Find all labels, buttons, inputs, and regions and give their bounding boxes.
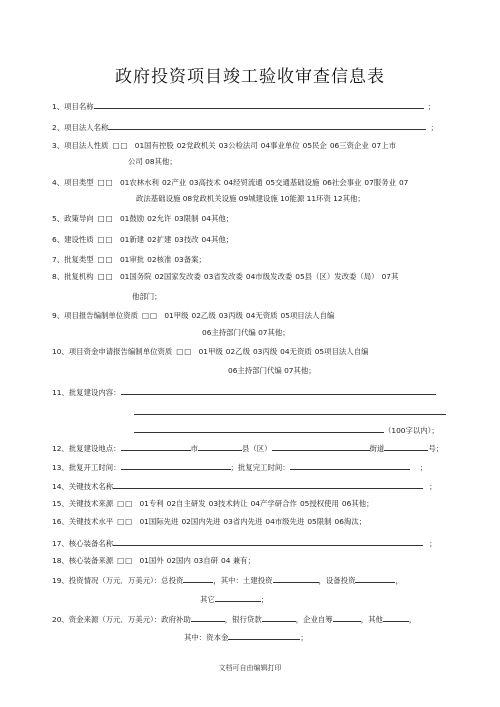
number-label: 号； xyxy=(428,444,444,453)
code-boxes[interactable]: □□ xyxy=(97,235,114,244)
option: 04事业单位 xyxy=(260,141,300,150)
option: 03省内先进 xyxy=(223,517,263,526)
field-approved-dates xyxy=(52,461,427,473)
field-label: 18、核心装备来源 xyxy=(52,556,114,565)
city-label: 市 xyxy=(190,444,198,453)
field-end: ， xyxy=(395,576,403,585)
option: 05项目法人自编 xyxy=(314,347,369,356)
equipment-investment-label: ，设备投资 xyxy=(318,576,356,585)
field-report-preparer-qualification xyxy=(52,311,337,321)
option: 02国内先进 xyxy=(181,517,221,526)
field-end: ； xyxy=(419,463,428,472)
field-label: 4、项目类型 xyxy=(52,178,94,187)
option: 06三资企业 xyxy=(329,141,369,150)
option: 07 xyxy=(398,178,409,187)
legal-entity-name-input[interactable] xyxy=(108,121,426,130)
core-equipment-name-input[interactable] xyxy=(113,537,423,546)
option: 04无资质 xyxy=(280,347,312,356)
option-continuation: 政法基础设施 08党政机关设施 09城建设施 10能源 11环资 12其他； xyxy=(136,194,365,203)
code-boxes[interactable]: □□ xyxy=(112,141,129,150)
option: 04产学研合作 xyxy=(250,499,297,508)
capital-label: 其中：资本金 xyxy=(184,633,229,642)
field-fund-source xyxy=(52,613,416,625)
city-input[interactable] xyxy=(121,442,191,451)
field-label: 1、项目名称 xyxy=(52,102,94,111)
option: 01国外 xyxy=(139,556,164,565)
key-tech-name-input[interactable] xyxy=(113,480,423,489)
field-end: ， xyxy=(408,615,417,624)
field-label: 10、项目资金申请报告编制单位资质 xyxy=(52,347,173,356)
fund-source-line-2 xyxy=(184,631,308,643)
total-investment-input[interactable] xyxy=(183,574,213,583)
option: 01审批 xyxy=(119,255,145,264)
option: 03技术转让 xyxy=(208,499,248,508)
option: 02国内 xyxy=(166,556,191,565)
option: 07上市 xyxy=(371,141,396,150)
code-boxes[interactable]: □□ xyxy=(97,272,114,281)
field-label: 12、批复建设地点： xyxy=(52,444,121,453)
bank-loan-input[interactable] xyxy=(262,613,296,622)
option: 01甲级 xyxy=(164,311,189,320)
field-investment xyxy=(52,574,403,586)
start-date-input[interactable] xyxy=(121,461,231,470)
footer-note: 文档可自由编辑打印 xyxy=(218,664,282,672)
government-subsidy-input[interactable] xyxy=(191,613,225,622)
field-label: 13、批复开工时间： xyxy=(52,463,121,472)
end-date-label: ；批复完工时间： xyxy=(230,463,290,472)
option: 05项目法人自编 xyxy=(280,311,335,320)
field-legal-entity-name xyxy=(52,121,438,133)
option: 06社会事业 xyxy=(322,178,362,187)
option: 03限制 xyxy=(174,214,199,223)
field-label: 20、资金来源（万元．万美元）：政府补助 xyxy=(52,615,191,624)
field-key-tech-level xyxy=(52,517,369,527)
option-continuation: 他部门； xyxy=(132,292,162,301)
field-end: ； xyxy=(429,539,437,548)
option: 03技改 xyxy=(174,235,199,244)
option: 04其他； xyxy=(201,235,234,244)
field-label: 17、核心装备名称 xyxy=(52,539,114,548)
street-input[interactable] xyxy=(272,442,370,451)
street-label: 街道 xyxy=(369,444,385,453)
option: 05限制 xyxy=(307,517,332,526)
field-approved-content xyxy=(52,386,436,398)
code-boxes[interactable]: □□ xyxy=(176,347,193,356)
other-fund-input[interactable] xyxy=(383,613,409,622)
field-key-tech-name xyxy=(52,480,437,492)
field-construction-nature xyxy=(52,235,236,245)
field-label: 6、建设性质 xyxy=(52,235,94,244)
field-label: 3、项目法人性质 xyxy=(52,141,109,150)
option: 01国务院 xyxy=(119,272,152,281)
option: 05授权使用 xyxy=(299,499,339,508)
option: 02国家发改委 xyxy=(154,272,201,281)
field-end: ； xyxy=(260,595,269,604)
option: 04市级先进 xyxy=(265,517,305,526)
civil-investment-label: ，其中：土建投资 xyxy=(213,576,273,585)
option-continuation: 06主持部门代编 07其他； xyxy=(228,366,316,375)
equipment-investment-input[interactable] xyxy=(355,574,395,583)
option: 02自主研发 xyxy=(166,499,206,508)
field-approval-type xyxy=(52,255,209,265)
county-input[interactable] xyxy=(198,442,242,451)
option: 01专利 xyxy=(139,499,164,508)
civil-investment-input[interactable] xyxy=(273,574,319,583)
field-core-equipment-name xyxy=(52,537,437,549)
code-boxes[interactable]: □□ xyxy=(97,214,114,223)
option: 04市级发改委 xyxy=(245,272,293,281)
field-core-equipment-source xyxy=(52,556,258,566)
end-date-input[interactable] xyxy=(290,461,410,470)
field-end: ； xyxy=(429,482,437,491)
self-raised-input[interactable] xyxy=(333,613,361,622)
field-label: 11、批复建设内容： xyxy=(52,388,121,397)
option: 05县（区）发改委（局） xyxy=(295,272,379,281)
other-fund-label: ，其他 xyxy=(360,615,383,624)
option: 02核准 xyxy=(147,255,172,264)
option: 03公检法司 xyxy=(218,141,258,150)
option: 01国际先进 xyxy=(139,517,179,526)
self-raised-label: ，企业自筹 xyxy=(295,615,333,624)
approved-content-line-2 xyxy=(134,406,446,418)
approved-content-input[interactable] xyxy=(134,406,446,415)
option: 01国有控股 xyxy=(134,141,174,150)
field-project-name xyxy=(52,100,435,112)
option: 04无资质 xyxy=(245,311,278,320)
option: 02党政机关 xyxy=(176,141,216,150)
option: 02乙级 xyxy=(225,347,250,356)
option: 07其 xyxy=(381,272,399,281)
option: 01甲级 xyxy=(198,347,223,356)
option: 07服务业 xyxy=(364,178,396,187)
field-label: 15、关键技术来源 xyxy=(52,499,114,508)
option: 03丙级 xyxy=(252,347,278,356)
option: 02产业 xyxy=(161,178,187,187)
option: 02允许 xyxy=(147,214,172,223)
field-key-tech-source xyxy=(52,499,377,509)
other-investment-input[interactable] xyxy=(215,593,261,602)
approved-content-line-3 xyxy=(134,424,439,436)
option: 02乙级 xyxy=(191,311,216,320)
bank-loan-label: ，银行贷款 xyxy=(224,615,262,624)
field-label: 14、关键技术名称 xyxy=(52,482,114,491)
option: 05民企 xyxy=(302,141,327,150)
field-label: 9、项目报告编制单位资质 xyxy=(52,311,139,320)
form-title: 政府投资项目竣工验收审查信息表 xyxy=(115,67,385,87)
option: 03高技术 xyxy=(189,178,221,187)
field-label: 5、政策导向 xyxy=(52,214,94,223)
other-investment-label: 其它 xyxy=(200,595,215,604)
option: 06其他； xyxy=(341,499,374,508)
field-end: ； xyxy=(430,123,438,132)
option: 04经贸流通 xyxy=(223,178,263,187)
field-label: 8、批复机构 xyxy=(52,272,94,281)
approved-content-input[interactable] xyxy=(134,424,384,433)
option: 05交通基础设施 xyxy=(265,178,320,187)
option: 04其他； xyxy=(201,214,234,223)
option-continuation: 公司 08其他； xyxy=(128,157,177,166)
code-boxes[interactable]: □□ xyxy=(97,255,114,264)
option: 01鼓励 xyxy=(119,214,145,223)
option: 03丙级 xyxy=(218,311,243,320)
field-fund-report-preparer-qualification xyxy=(52,347,371,357)
field-approval-authority xyxy=(52,272,401,282)
field-label: 19、投资情况（万元．万美元）：总投资 xyxy=(52,576,184,585)
field-approved-location xyxy=(52,442,443,454)
code-boxes[interactable]: □□ xyxy=(142,311,158,320)
code-boxes[interactable]: □□ xyxy=(117,517,134,526)
project-name-input[interactable] xyxy=(94,100,424,109)
field-policy-orientation xyxy=(52,214,236,224)
option: 03备案； xyxy=(174,255,206,264)
option: 04 兼有； xyxy=(221,556,255,565)
approved-content-input[interactable] xyxy=(121,386,436,395)
capital-input[interactable] xyxy=(228,631,300,640)
field-end: ； xyxy=(300,633,308,642)
field-end: ； xyxy=(427,102,436,111)
option-continuation: 06主持部门代编 07其他； xyxy=(202,328,290,337)
county-label: 县（区） xyxy=(241,444,272,453)
option: 02扩建 xyxy=(147,235,172,244)
field-label: 2、项目法人名称 xyxy=(52,123,109,132)
investment-line-2 xyxy=(200,593,268,605)
number-input[interactable] xyxy=(384,442,428,451)
code-boxes[interactable]: □□ xyxy=(117,556,134,565)
field-label: 16、关键技术水平 xyxy=(52,517,114,526)
field-legal-entity-nature xyxy=(52,141,399,151)
option: 03自研 xyxy=(193,556,219,565)
option: 01农林水利 xyxy=(119,178,159,187)
word-limit-note: （100字以内）； xyxy=(384,426,439,435)
option: 01新建 xyxy=(119,235,145,244)
field-label: 7、批复类型 xyxy=(52,255,94,264)
field-project-type xyxy=(52,178,411,188)
option: 03省发改委 xyxy=(203,272,243,281)
code-boxes[interactable]: □□ xyxy=(97,178,114,187)
code-boxes[interactable]: □□ xyxy=(117,499,134,508)
option: 06淘汰； xyxy=(334,517,367,526)
